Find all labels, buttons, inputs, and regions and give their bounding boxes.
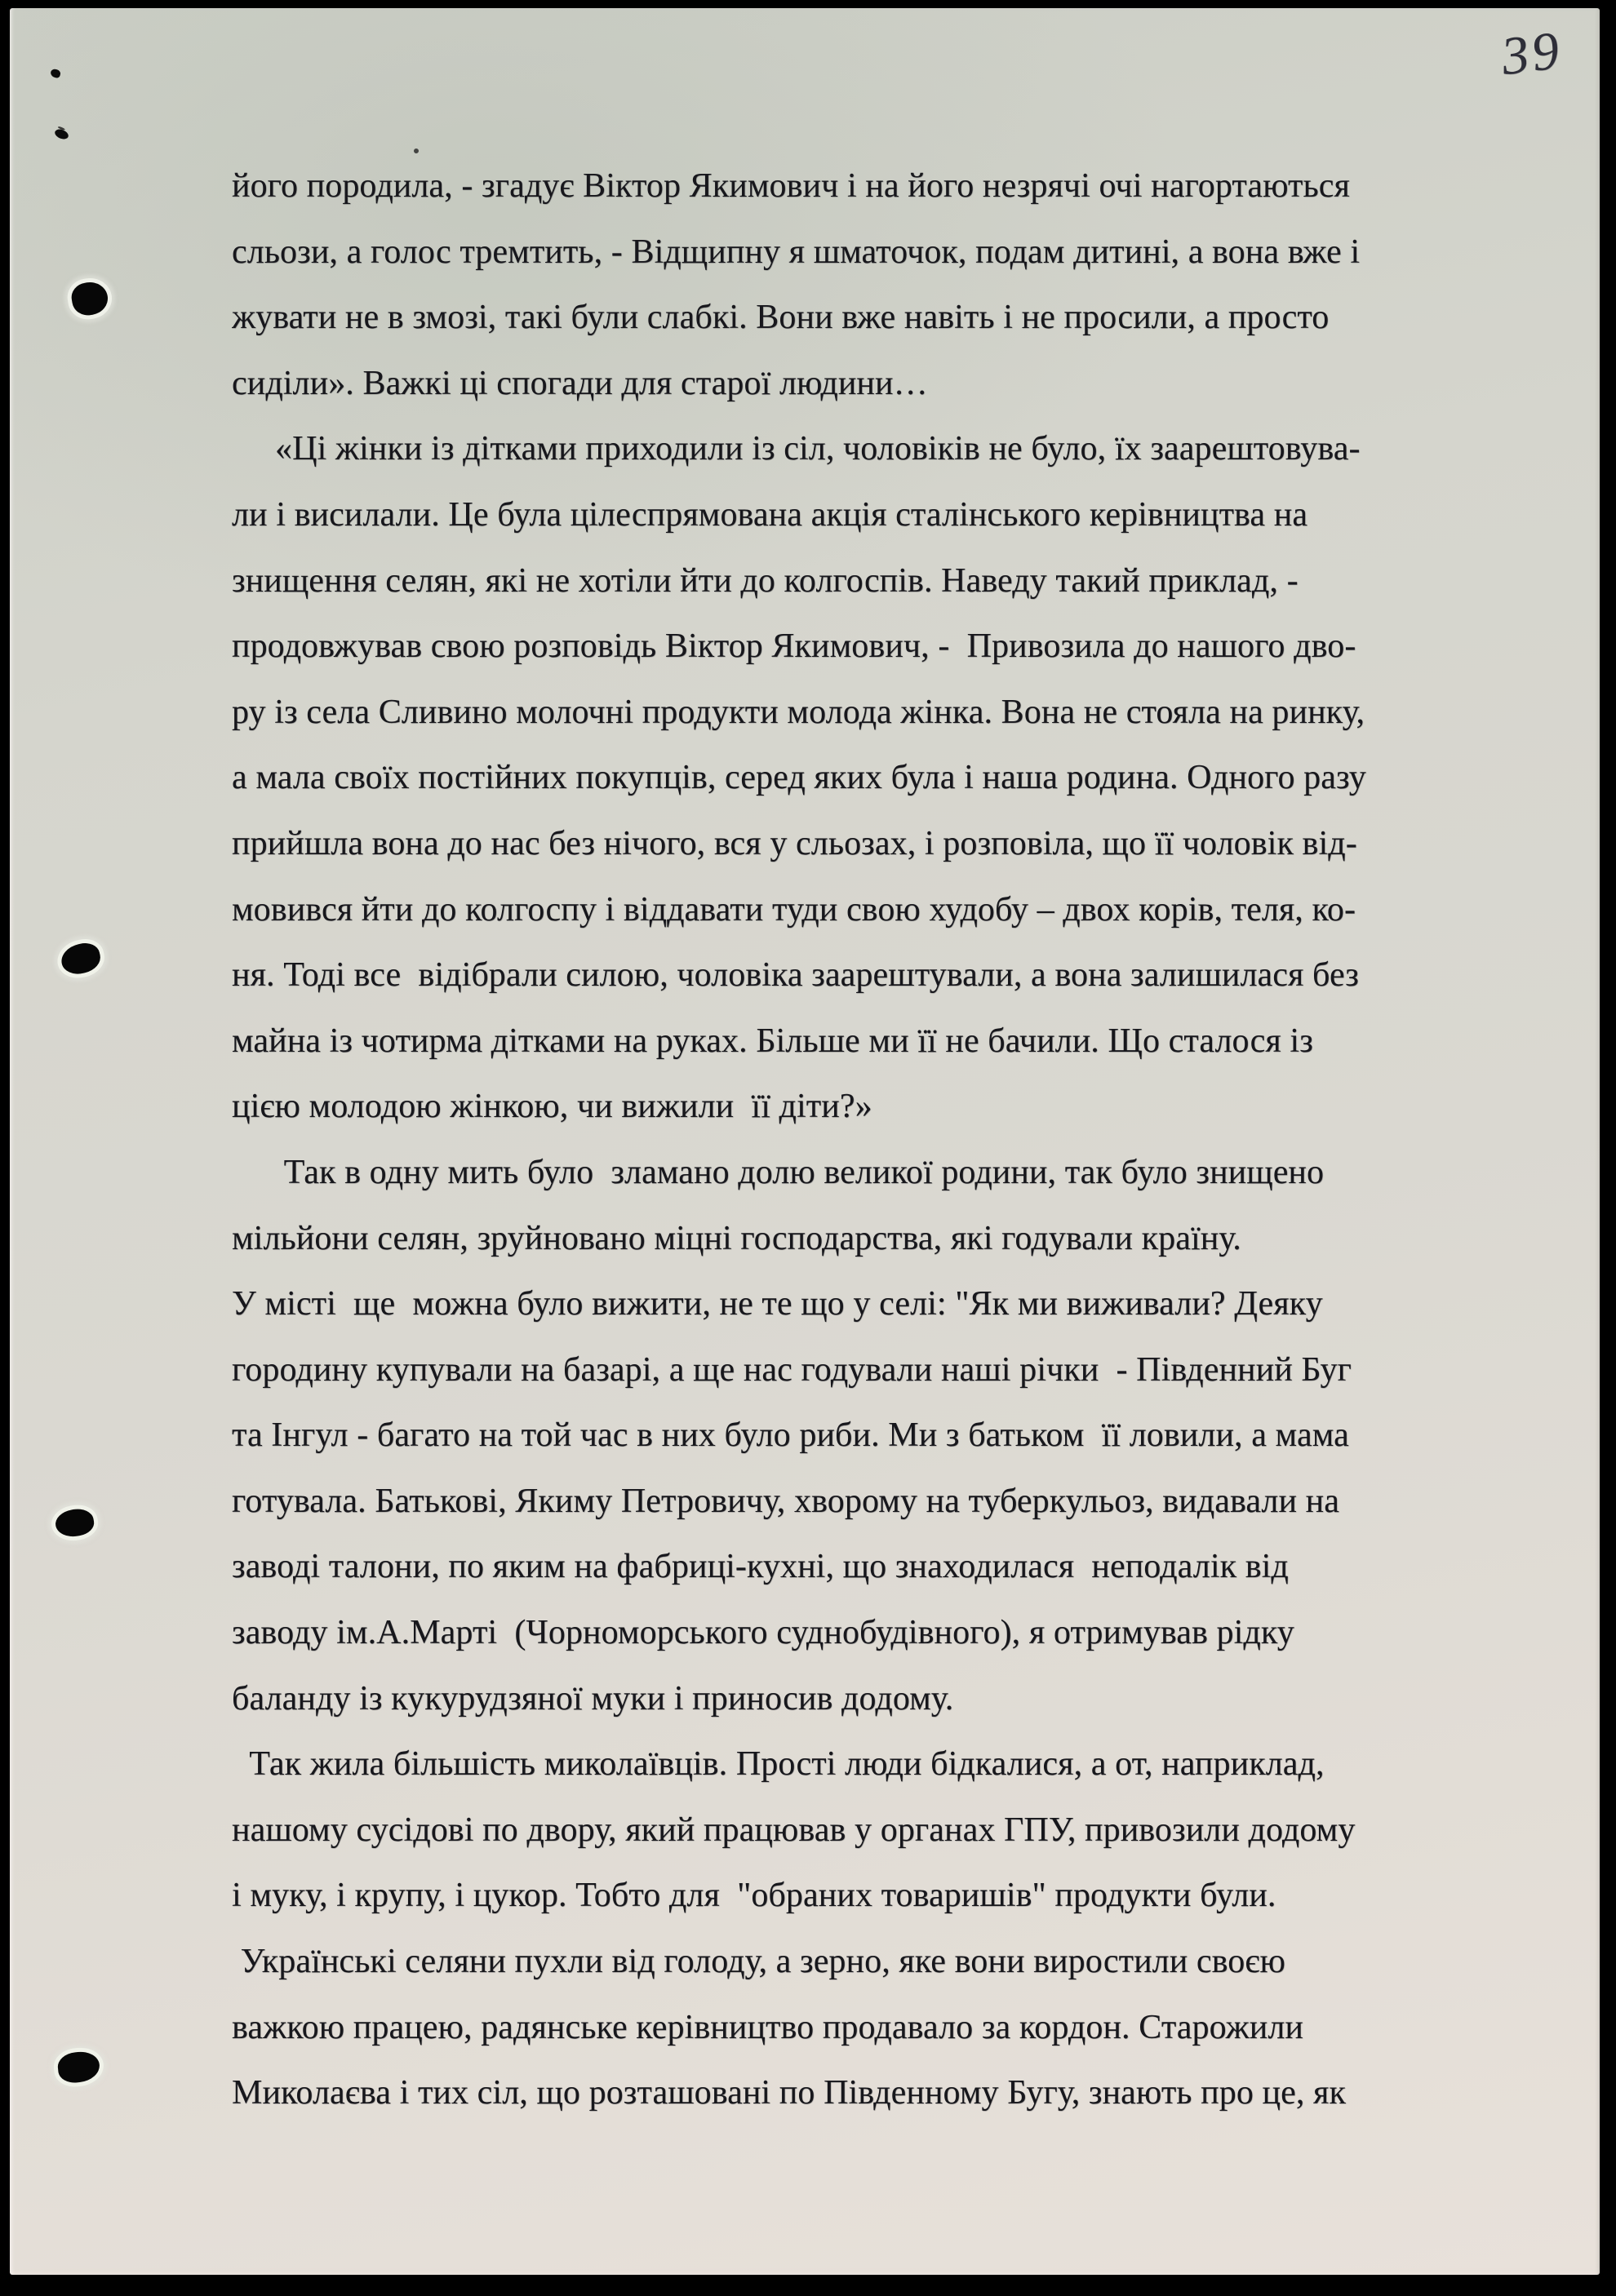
text-line: сиділи». Важкі ці спогади для старої людини…: [232, 364, 928, 402]
text-line: цією молодою жінкою, чи вижили її діти?»: [232, 1088, 872, 1126]
text-line: заводі талони, по яким на фабриці-кухні, що знаходилася неподалік від: [232, 1548, 1289, 1586]
hole-punch-lower-middle: [53, 1506, 95, 1540]
text-line: заводу ім.А.Марті (Чорноморського суднобудівного), я отримував рідку: [232, 1614, 1294, 1652]
hole-punch-top: [69, 280, 110, 317]
text-line: Миколаєва і тих сіл, що розташовані по Південному Бугу, знають про це, як: [232, 2074, 1346, 2112]
text-line: ня. Тоді все відібрали силою, чоловіка заарештували, а вона залишилася без: [232, 956, 1359, 995]
text-line: а мала своїх постійних покупців, серед яких була і наша родина. Одного разу: [232, 759, 1366, 797]
text-line: мільйони селян, зруйновано міцні господарства, які годували країну.: [232, 1219, 1241, 1257]
text-line: ру із села Сливино молочні продукти молода жінка. Вона не стояла на ринку,: [232, 693, 1365, 731]
text-line: готувала. Батькові, Якиму Петровичу, хворому на туберкульоз, видавали на: [232, 1482, 1339, 1520]
text-line: ли і висилали. Це була цілеспрямована акція сталінського керівництва на: [232, 495, 1308, 534]
text-line: жувати не в змозі, такі були слабкі. Вони вже навіть і не просили, а просто: [232, 299, 1330, 337]
handwritten-page-number: 39: [1498, 20, 1566, 87]
text-line: сльози, а голос тремтить, - Відщипну я шматочок, подам дитині, а вона вже і: [232, 233, 1361, 271]
text-line: мовився йти до колгоспу і віддавати туди свою худобу – двох корів, теля, ко-: [232, 890, 1356, 929]
text-line: «Ці жінки із дітками приходили із сіл, чоловіків не було, їх заарештовува-: [232, 430, 1361, 468]
text-line: Українські селяни пухли від голоду, а зерно, яке вони виростили своєю: [232, 1943, 1285, 1981]
text-line: важкою працею, радянське керівництво продавало за кордон. Старожили: [232, 2008, 1304, 2046]
text-line: баланду із кукурудзяної муки і приносив додому.: [232, 1679, 954, 1718]
text-line: Так в одну мить було зламано долю великої родини, так було знищено: [232, 1153, 1325, 1191]
ink-speck: [50, 69, 61, 79]
text-line: городину купували на базарі, а ще нас годували наші річки - Південний Буг: [232, 1350, 1352, 1389]
document-body-text: [232, 153, 1587, 2126]
text-line: прийшла вона до нас без нічого, вся у сльозах, і розповіла, що її чоловік від-: [232, 824, 1357, 862]
hole-punch-upper-middle: [59, 940, 104, 977]
text-line: та Інгул - багато на той час в них було риби. Ми з батьком її ловили, а мама: [232, 1416, 1349, 1455]
text-line: нашому сусідові по двору, який працював у органах ГПУ, привозили додому: [232, 1811, 1356, 1849]
text-line: майна із чотирма дітками на руках. Більше ми її не бачили. Що сталося із: [232, 1022, 1313, 1060]
text-line: знищення селян, які не хотіли йти до колгоспів. Наведу такий приклад, -: [232, 561, 1299, 600]
scanned-document-page: [10, 8, 1600, 2275]
text-line: У місті ще можна було вижити, не те що у селі: "Як ми виживали? Деяку: [232, 1285, 1323, 1323]
hole-punch-bottom: [56, 2050, 101, 2084]
text-line: і муку, і крупу, і цукор. Тобто для "обраних товаришів" продукти були.: [232, 1877, 1276, 1915]
text-line: продовжував свою розповідь Віктор Якимович, - Привозила до нашого дво-: [232, 627, 1356, 666]
ink-speck: [53, 126, 69, 141]
text-line: його породила, - згадує Віктор Якимович і на його незрячі очі нагортаються: [232, 167, 1350, 205]
ink-speck: [414, 148, 419, 153]
text-line: Так жила більшість миколаївців. Прості люди бідкалися, а от, наприклад,: [232, 1745, 1325, 1784]
